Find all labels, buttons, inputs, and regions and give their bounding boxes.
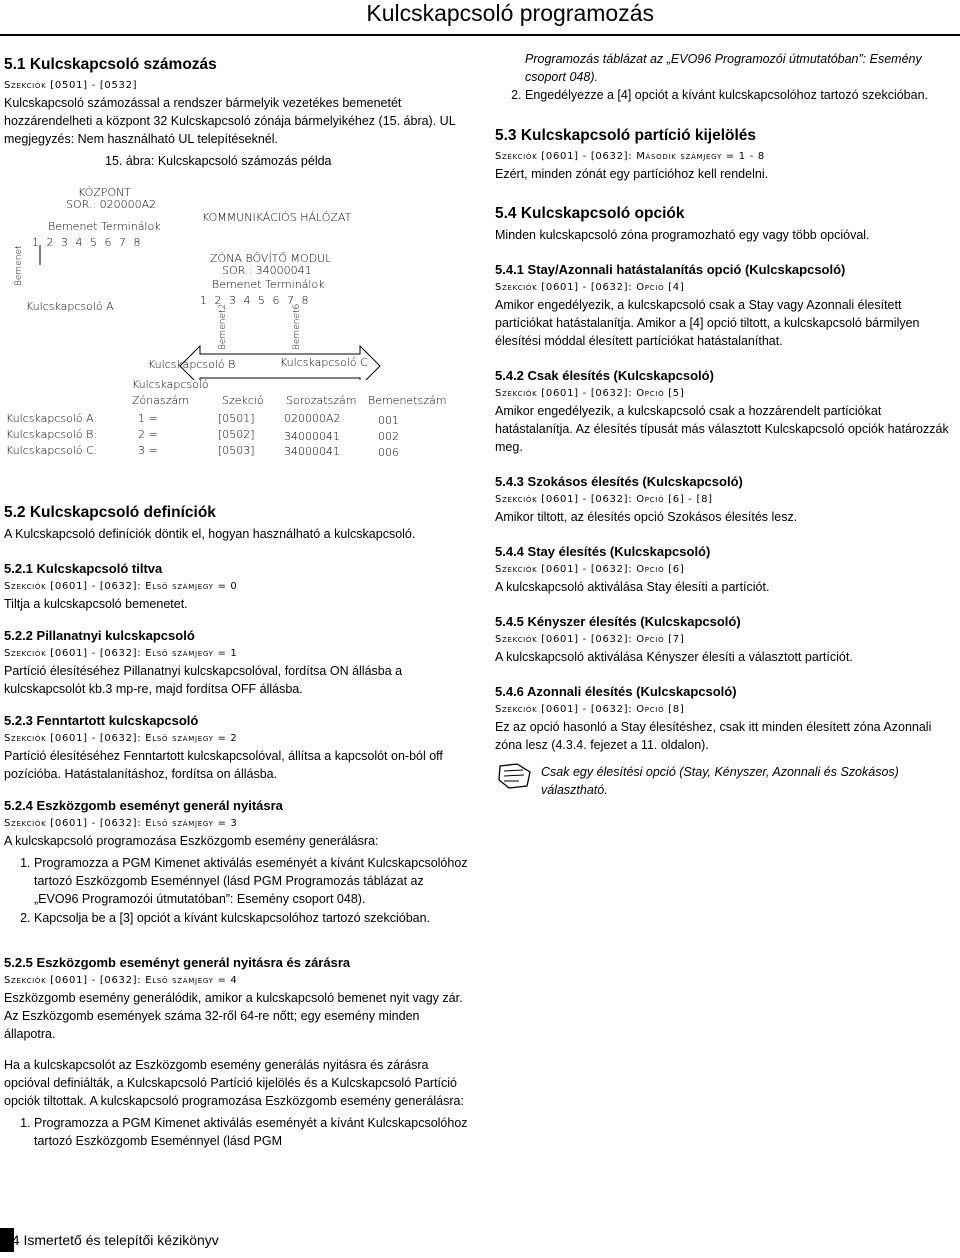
bemenet-6-label: Bemenet6	[292, 303, 302, 350]
figure-caption: 15. ábra: Kulcskapcsoló számozás példa	[105, 154, 332, 168]
section-5-1-body: Kulcskapcsoló számozással a rendszer bármelyik vezetékes bemenetét hozzárendelheti a központ 32 Kulcskapcsoló zónája bármelyikéhez (15. ábra). UL megjegyzés: Nem használható UL telepítéseknél.	[4, 96, 456, 146]
section-5-2-4-list	[4, 854, 469, 927]
keyswitch-b-label: Kulcskapcsoló B	[148, 358, 236, 371]
section-5-2-1-ref: Szekciók [0601] - [0632]: Első számjegy = 0	[4, 581, 238, 592]
section-5-2-2-body: Partíció élesítéséhez Pillanatnyi kulcskapcsolóval, fordítsa ON állásba a kulcskapcsolót kb.3 mp-re, majd fordítsa OFF állásba.	[4, 664, 403, 696]
section-5-4-1-ref: Szekciók [0601] - [0632]: Opció [4]	[495, 282, 685, 293]
table-row-c-section: [0503]	[218, 444, 255, 457]
table-row-c-zone: 3 =	[138, 444, 158, 457]
footer-text: 14 Ismertető és telepítői kézikönyv	[4, 1232, 219, 1248]
keyswitch-c-label: Kulcskapcsoló C	[280, 356, 368, 369]
table-row-a-zone: 1 =	[138, 412, 158, 425]
list-item: 2. Kapcsolja be a [3] opciót a kívánt kulcskapcsolóhoz tartozó szekcióban.	[34, 909, 469, 927]
section-5-4-6-body: Ez az opció hasonló a Stay élesítéshez, csak itt minden élesített zóna Azonnali zóna lesz (4.3.4. fejezet a 11. oldalon).	[495, 720, 932, 752]
left-column-lower	[4, 498, 469, 1151]
list-item: 1. Programozza a PGM Kimenet aktiválás eseményét a kívánt Kulcskapcsolóhoz tartozó Eszközgomb Eseménnyel (lásd PGM Programozás táblázat az „EVO96 Programozói útmutatóban”: Esemény csoport 048).	[34, 854, 469, 908]
section-5-4-1-body: Amikor engedélyezik, a kulcskapcsoló csak a Stay vagy Azonnali élesített partíciókat hatástalanítja. Amikor a [4] opció tiltott, a kulcskapcsoló bármilyen élesítési móddal élesített partíciókat hatástalaníthat.	[495, 298, 920, 348]
section-5-2-4-heading: 5.2.4 Eszközgomb eseményt generál nyitásra	[4, 798, 283, 813]
section-5-2-5-body-1: Eszközgomb esemény generálódik, amikor a kulcskapcsoló bemenet nyit vagy zár. Az Eszközgomb események száma 32-ről 64-re nőtt; egy esemény minden állapotra.	[4, 991, 463, 1041]
table-header-section: Szekció	[222, 394, 264, 407]
right-list	[495, 86, 950, 104]
section-5-2-1-body: Tiltja a kulcskapcsoló bemenetet.	[4, 597, 188, 611]
list-item: 2. Engedélyezze a [4] opciót a kívánt kulcskapcsolóhoz tartozó szekcióban.	[525, 86, 950, 104]
table-row-b-input: 002	[378, 430, 399, 443]
section-5-4-3-heading: 5.4.3 Szokásos élesítés (Kulcskapcsoló)	[495, 474, 743, 489]
module-label: ZÓNA BŐVÍTŐ MODUL	[210, 252, 332, 265]
list-continuation: Programozás táblázat az „EVO96 Programozói útmutatóban”: Esemény csoport 048).	[525, 52, 922, 84]
right-column	[495, 50, 950, 754]
table-row-a-section: [0501]	[218, 412, 255, 425]
table-row-c-input: 006	[378, 446, 399, 459]
section-5-4-5-body: A kulcskapcsoló aktiválása Kényszer élesíti a választott partíciót.	[495, 650, 853, 664]
network-label: KOMMUNIKÁCIÓS HÁLÓZAT	[202, 211, 352, 224]
module-terminals: 1 2 3 4 5 6 7 8	[200, 294, 309, 307]
section-5-2-2-ref: Szekciók [0601] - [0632]: Első számjegy = 1	[4, 648, 238, 659]
section-5-3-heading: 5.3 Kulcskapcsoló partíció kijelölés	[495, 127, 757, 144]
table-row-b-section: [0502]	[218, 428, 255, 441]
section-5-2-5-list	[4, 1114, 469, 1150]
section-5-1-heading: 5.1 Kulcskapcsoló számozás	[4, 56, 217, 73]
keyswitch-a-label: Kulcskapcsoló A	[26, 300, 114, 313]
section-5-2-1-heading: 5.2.1 Kulcskapcsoló tiltva	[4, 561, 163, 576]
section-5-4-4-body: A kulcskapcsoló aktiválása Stay élesíti a partíciót.	[495, 580, 770, 594]
section-5-2-3-ref: Szekciók [0601] - [0632]: Első számjegy = 2	[4, 733, 238, 744]
section-5-4-2-ref: Szekciók [0601] - [0632]: Opció [5]	[495, 388, 685, 399]
section-5-2-5-heading: 5.2.5 Eszközgomb eseményt generál nyitásra és zárásra	[4, 955, 351, 970]
section-5-4-3-ref: Szekciók [0601] - [0632]: Opció [6] - [8]	[495, 494, 713, 505]
kozpont-label: KÖZPONT	[78, 186, 132, 199]
section-5-2-3-heading: 5.2.3 Fenntartott kulcskapcsoló	[4, 713, 199, 728]
section-5-4-4-heading: 5.4.4 Stay élesítés (Kulcskapcsoló)	[495, 544, 711, 559]
section-5-2-body: A Kulcskapcsoló definíciók döntik el, hogyan használható a kulcskapcsoló.	[4, 527, 416, 541]
module-terminals-label: Bemenet Terminálok	[212, 278, 325, 291]
left-column	[4, 50, 469, 148]
section-5-2-4-body: A kulcskapcsoló programozása Eszközgomb esemény generálásra:	[4, 834, 379, 848]
section-5-1-ref: Szekciók [0501] - [0532]	[4, 80, 138, 91]
module-serial: SOR.: 34000041	[222, 264, 312, 277]
table-row-c-serial: 34000041	[284, 445, 340, 458]
page-title: Kulcskapcsoló programozás	[366, 0, 654, 26]
table-row-a-input: 001	[378, 414, 399, 427]
table-header-input: Bemenetszám	[368, 394, 447, 407]
table-row-a-serial: 020000A2	[284, 412, 341, 425]
kozpont-terminals-label: Bemenet Terminálok	[48, 220, 161, 233]
bemenet-1-label: Bemenet	[14, 245, 24, 286]
table-row-b-zone: 2 =	[138, 428, 158, 441]
table-row-a-label: Kulcskapcsoló A:	[6, 412, 98, 425]
section-5-4-heading: 5.4 Kulcskapcsoló opciók	[495, 205, 685, 222]
section-5-2-3-body: Partíció élesítéséhez Fenntartott kulcskapcsolóval, állítsa a kapcsolót on-ból off pozícióba. Hatástalanításhoz, fordítsa on állásba.	[4, 749, 443, 781]
section-5-2-4-ref: Szekciók [0601] - [0632]: Első számjegy = 3	[4, 818, 238, 829]
section-5-4-5-ref: Szekciók [0601] - [0632]: Opció [7]	[495, 634, 685, 645]
section-5-3-ref: Szekciók [0601] - [0632]: Második számjegy = 1 - 8	[495, 151, 765, 162]
section-5-2-2-heading: 5.2.2 Pillanatnyi kulcskapcsoló	[4, 628, 195, 643]
note-icon	[497, 762, 533, 790]
section-5-4-6-ref: Szekciók [0601] - [0632]: Opció [8]	[495, 704, 685, 715]
list-item: 1. Programozza a PGM Kimenet aktiválás eseményét a kívánt Kulcskapcsolóhoz tartozó Eszközgomb Eseménnyel (lásd PGM	[34, 1114, 469, 1150]
kozpont-terminals: 1 2 3 4 5 6 7 8	[32, 236, 141, 249]
table-row-b-serial: 34000041	[284, 430, 340, 443]
table-row-b-label: Kulcskapcsoló B:	[6, 428, 98, 441]
note-text: Csak egy élesítési opció (Stay, Kényszer, Azonnali és Szokásos) választható.	[541, 765, 899, 797]
header-rule	[0, 34, 960, 36]
section-5-4-4-ref: Szekciók [0601] - [0632]: Opció [6]	[495, 564, 685, 575]
section-5-4-2-heading: 5.4.2 Csak élesítés (Kulcskapcsoló)	[495, 368, 714, 383]
section-5-4-body: Minden kulcskapcsoló zóna programozható egy vagy több opcióval.	[495, 228, 870, 242]
section-5-2-5-body-2: Ha a kulcskapcsolót az Eszközgomb esemény generálás nyitásra és zárásra opcióval definiálták, a Kulcskapcsoló Partíció kijelölés és a Kulcskapcsoló Partíció opciók tiltottak. A kulcskapcsoló programozása Eszközgomb esemény generálásra:	[4, 1058, 464, 1108]
section-5-3-body: Ezért, minden zónát egy partícióhoz kell rendelni.	[495, 167, 769, 181]
section-5-2-heading: 5.2 Kulcskapcsoló definíciók	[4, 504, 216, 521]
bemenet-2-label: Bemenet2	[218, 303, 228, 350]
section-5-4-3-body: Amikor tiltott, az élesítés opció Szokásos élesítés lesz.	[495, 510, 798, 524]
figure-keyswitch-numbering	[0, 150, 470, 470]
table-header-keyswitch: Kulcskapcsoló	[132, 378, 209, 391]
table-row-c-label: Kulcskapcsoló C:	[6, 444, 98, 457]
table-header-zone: Zónaszám	[132, 394, 189, 407]
section-5-2-5-ref: Szekciók [0601] - [0632]: Első számjegy = 4	[4, 975, 238, 986]
table-header-serial: Sorozatszám	[286, 394, 357, 407]
kozpont-serial: SOR.: 020000A2	[66, 198, 157, 211]
section-5-4-6-heading: 5.4.6 Azonnali élesítés (Kulcskapcsoló)	[495, 684, 737, 699]
section-5-4-2-body: Amikor engedélyezik, a kulcskapcsoló csak a hozzárendelt partíciókat hatástalanítja. Az élesítés típusát más választott Kulcskapcsoló opciók határozzák meg.	[495, 404, 949, 454]
section-5-4-1-heading: 5.4.1 Stay/Azonnali hatástalanítás opció (Kulcskapcsoló)	[495, 262, 846, 277]
section-5-4-5-heading: 5.4.5 Kényszer élesítés (Kulcskapcsoló)	[495, 614, 741, 629]
